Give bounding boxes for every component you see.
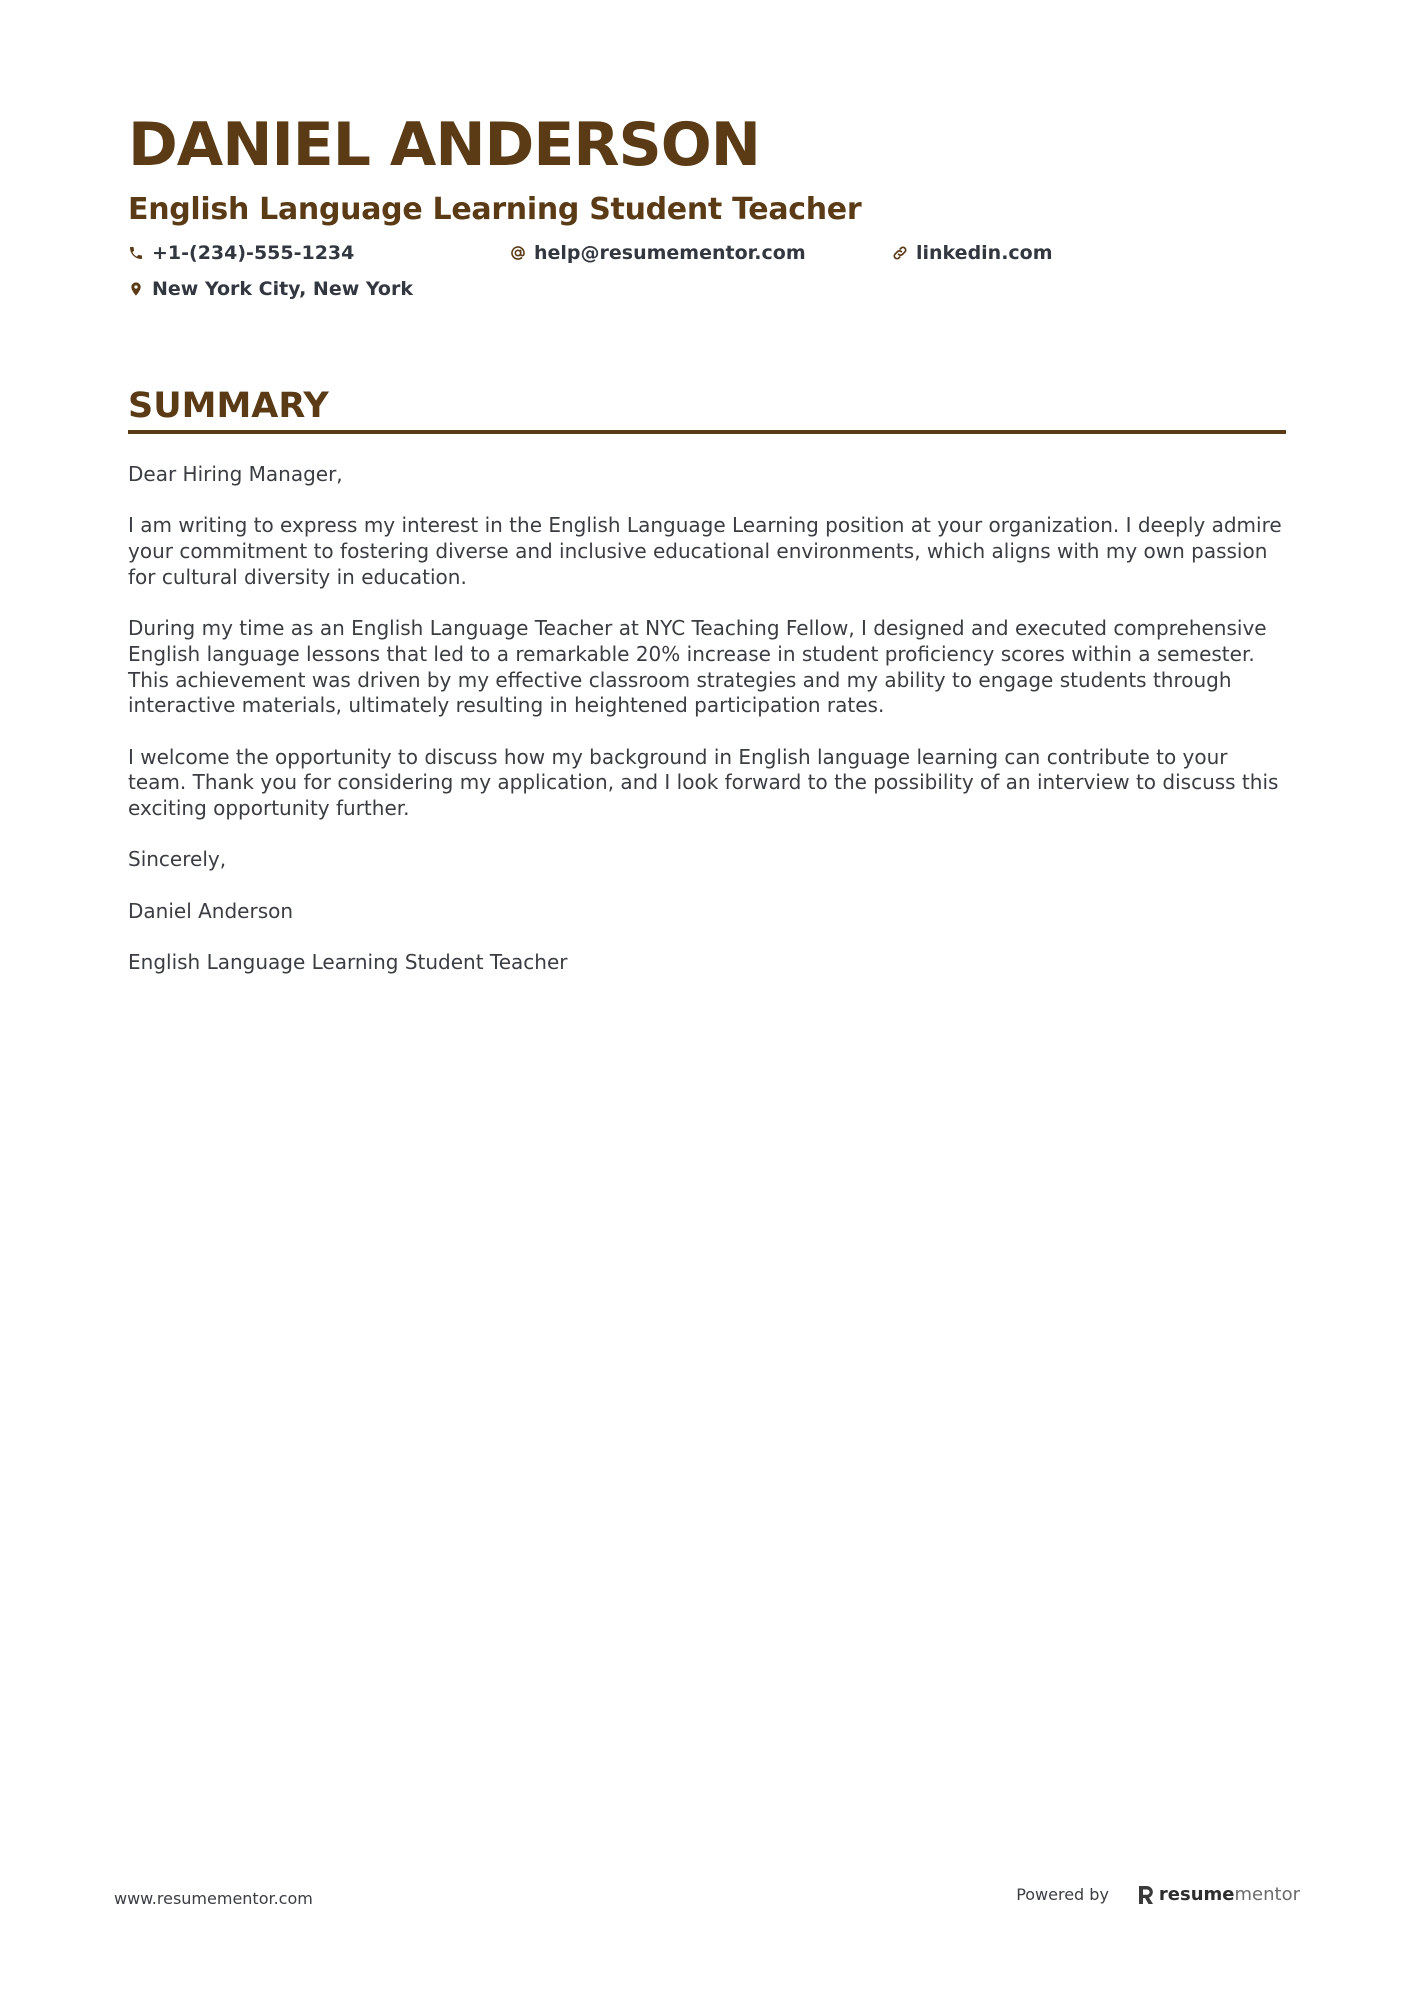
- contact-email[interactable]: [510, 242, 806, 264]
- resumementor-logo-icon: [1137, 1885, 1155, 1905]
- salutation: Dear Hiring Manager,: [128, 462, 343, 486]
- letter-body: [128, 462, 1288, 1002]
- signature-title: English Language Learning Student Teacher: [128, 950, 568, 975]
- footer-url[interactable]: www.resumementor.com: [114, 1889, 313, 1908]
- summary-heading: SUMMARY: [128, 386, 329, 426]
- candidate-role: English Language Learning Student Teacher: [128, 192, 862, 227]
- contact-phone[interactable]: [128, 242, 354, 264]
- powered-by-label: Powered by: [1016, 1885, 1109, 1904]
- contact-location: [128, 278, 413, 300]
- candidate-name: DANIEL ANDERSON: [128, 110, 760, 180]
- phone-icon: [128, 245, 144, 261]
- contact-linkedin[interactable]: [892, 242, 1053, 264]
- letter-paragraph: I welcome the opportunity to discuss how my background in English language learning can contribute to your team. Thank you for considering my application, and I look forward to the possibility of an interview to discuss this exciting opportunity further.: [128, 744, 1279, 821]
- signature-name: Daniel Anderson: [128, 898, 294, 923]
- phone-text: +1-(234)-555-1234: [152, 242, 355, 264]
- brand-name-light: mentor: [1234, 1884, 1300, 1905]
- section-divider: [128, 430, 1286, 434]
- linkedin-text: linkedin.com: [916, 242, 1053, 264]
- email-text: help@resumementor.com: [534, 242, 806, 264]
- location-pin-icon: [128, 281, 144, 297]
- brand-name-bold: resume: [1158, 1884, 1235, 1905]
- brand-logo-link[interactable]: [1137, 1884, 1300, 1905]
- letter-paragraph: During my time as an English Language Teacher at NYC Teaching Fellow, I designed and executed comprehensive English language lessons that led to a remarkable 20% increase in student proficiency scores within a semester. This achievement was driven by my effective classroom strategies and my ability to engage students through interactive materials, ultimately resulting in heightened participation rates.: [128, 616, 1267, 718]
- closing: Sincerely,: [128, 847, 227, 872]
- link-icon: [892, 245, 908, 261]
- location-text: New York City, New York: [152, 278, 413, 300]
- at-icon: [510, 245, 526, 261]
- letter-paragraph: I am writing to express my interest in the English Language Learning position at your organization. I deeply admire your commitment to fostering diverse and inclusive educational environments, which aligns with my own passion for cultural diversity in education.: [128, 513, 1282, 589]
- footer-branding: [1016, 1884, 1300, 1905]
